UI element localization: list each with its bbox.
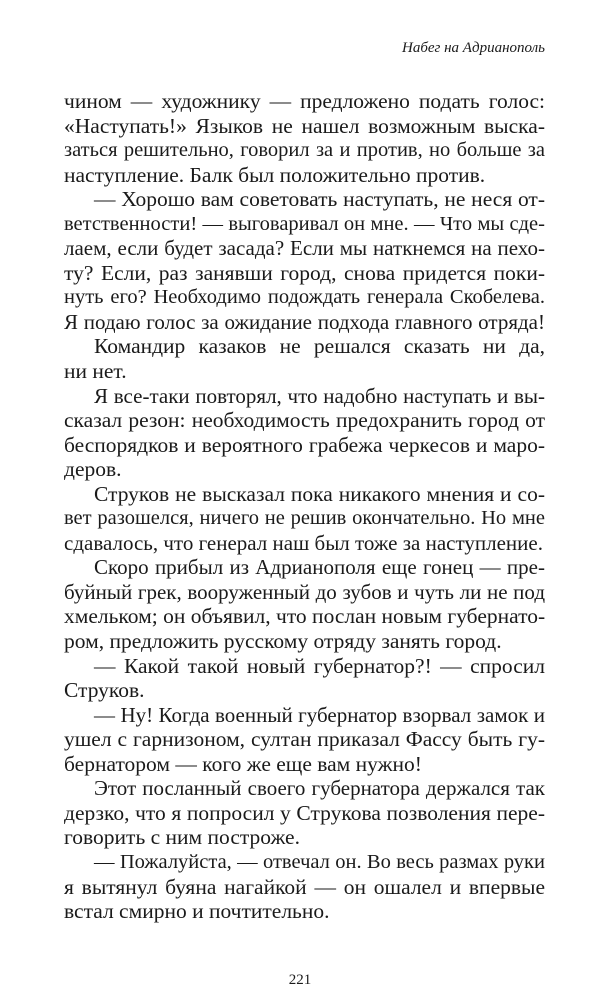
text-line: сказал резон: необходимость предохранить город от [64,408,545,433]
text-line: Я подаю голос за ожидание подхода главного отряда! [64,309,545,334]
text-line: Я все-таки повторял, что надобно наступать и вы- [94,383,545,408]
text-line: буйный грек, вооруженный до зубов и чуть ли не под [64,579,545,604]
text-line: говорить с ним построже. [64,825,300,850]
text-line: вет разошелся, ничего не решив окончательно. Но мне [64,507,545,530]
text-line: ту? Если, раз занявши город, снова придется поки- [64,260,545,285]
page-number: 221 [288,972,312,988]
text-line: встал смирно и почтительно. [64,899,330,924]
text-line: ветственности! — выговаривал он мне. — Что мы сде- [64,212,545,235]
text-line: нуть его? Необходимо подождать генерала Скобелева. [64,286,545,309]
text-line: бернатором — кого же еще вам нужно! [64,751,422,776]
text-line: заться решительно, говорил за и против, но больше за [64,139,545,162]
text-line: хмельком; он объявил, что послан новым губернато- [64,604,546,629]
text-line: лаем, если будет засада? Если мы наткнемся на пехо- [64,236,545,261]
text-line: беспорядков и вероятного грабежа черкесов и маро- [64,432,545,457]
text-line: Струков. [64,678,145,703]
text-line: дерзко, что я попросил у Струкова позволения пере- [64,800,545,825]
text-line: Командир казаков не решался сказать ни да, [94,334,545,359]
text-line: ни нет. [64,359,127,384]
text-line: наступление. Балк был положительно против. [64,162,486,187]
text-line: Скоро прибыл из Адрианополя еще гонец — пре- [94,555,545,580]
text-line: ушел с гарнизоном, султан приказал Фассу быть гу- [64,727,545,752]
page-body-text [64,89,545,924]
text-line: — Какой такой новый губернатор?! — спросил [94,653,545,678]
text-line: Этот посланный своего губернатора держался так [94,776,545,801]
text-line: «Наступать!» Языков не нашел возможным выска- [64,113,545,138]
running-header: Набег на Адрианополь [401,40,545,56]
text-line: я вытянул буяна нагайкой — он ошалел и впервые [64,874,545,899]
text-line: — Ну! Когда военный губернатор взорвал замок и [94,702,545,727]
text-line: Струков не высказал пока никакого мнения и со- [94,481,545,506]
text-line: — Хорошо вам советовать наступать, не неся от- [94,187,545,212]
text-line: — Пожалуйста, — отвечал он. Во весь размах руки [94,850,545,873]
text-line: чином — художнику — предложено подать голос: [64,89,545,113]
text-line: деров. [64,457,122,482]
text-line: ром, предложить русскому отряду занять город. [64,629,502,654]
text-line: сдавалось, что генерал наш был тоже за наступление. [64,530,543,555]
